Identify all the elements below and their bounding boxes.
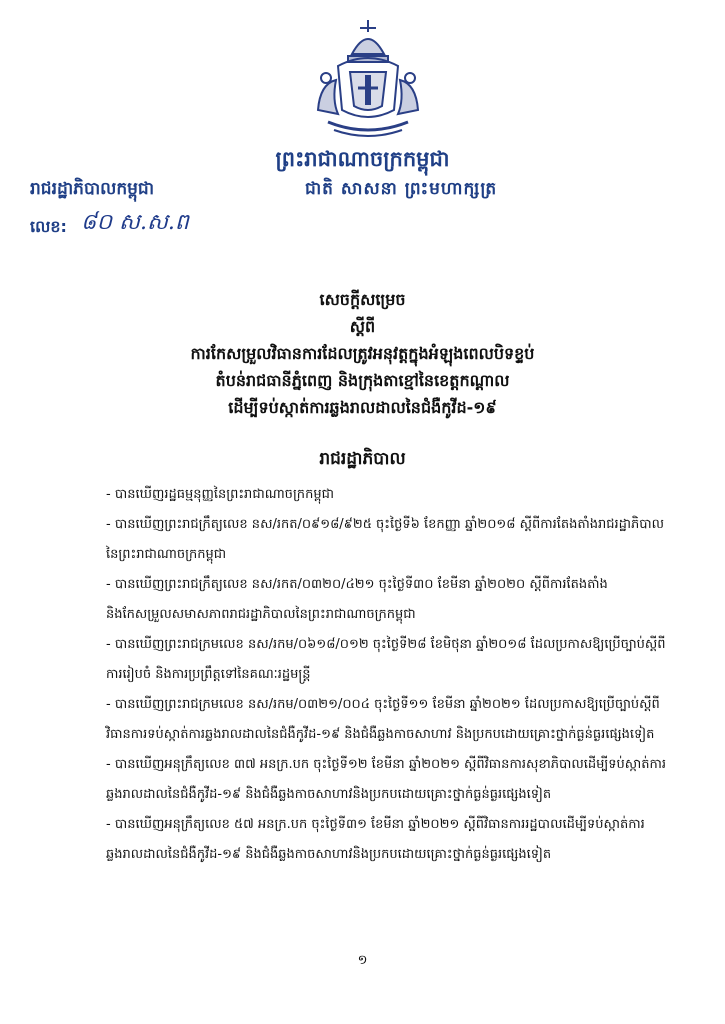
title-line-1: សេចក្តីសម្រេច <box>319 290 406 309</box>
kingdom-title: ព្រះរាជាណាចក្រកម្ពុជា <box>275 147 450 171</box>
number-label: លេខ: <box>30 217 67 236</box>
title-line-4: តំបន់រាជធានីភ្នំពេញ និងក្រុងតាខ្មៅនៃខេត្តកណ្តាល <box>215 371 510 390</box>
page-number: ១ <box>357 953 368 968</box>
list-item: - បានឃើញព្រះរាជក្រឹត្យលេខ នស/រកត/០៩១៨/៩២៥ ចុះថ្ងៃទី៦ ខែកញ្ញា ឆ្នាំ២០១៨ ស្តីពីការតែងតាំងរាជរដ្ឋាភិបាលនៃព្រះរាជាណាចក្រកម្ពុជា <box>106 517 664 562</box>
title-line-2: ស្តីពី <box>349 317 376 336</box>
list-item: - បានឃើញព្រះរាជក្រឹត្យលេខ នស/រកត/០៣២០/៤២១ ចុះថ្ងៃទី៣០ ខែមីនា ឆ្នាំ២០២០ ស្តីពីការតែងតាំង និងកែសម្រួលសមាសភាពរាជរដ្ឋាភិបាលនៃព្រះរាជាណាចក្រកម្ពុជា <box>106 577 608 622</box>
list-item: - បានឃើញព្រះរាជក្រមលេខ នស/រកម/០៣២១/០០៤ ចុះថ្ងៃទី១១ ខែមីនា ឆ្នាំ២០២១ ដែលប្រកាសឱ្យប្រើច្បាប់ស្តីពីវិធានការទប់ស្កាត់ការឆ្លងរាលដាលនៃជំងឺកូវីដ-១៩ និងជំងឺឆ្លងកាចសាហាវ និងប្រកបដោយគ្រោះថ្នាក់ធ្ងន់ធ្ងរផ្សេងទៀត <box>106 697 660 742</box>
recital-list <box>106 480 666 870</box>
title-line-3: ការកែសម្រួលវិធានការដែលត្រូវអនុវត្តក្នុងអំឡុងពេលបិទខ្ទប់ <box>190 344 535 363</box>
royal-emblem-icon <box>308 14 428 142</box>
list-item: - បានឃើញរដ្ឋធម្មនុញ្ញនៃព្រះរាជាណាចក្រកម្ពុជា <box>106 487 334 502</box>
document-title <box>0 286 725 421</box>
national-motto: ជាតិ សាសនា ព្រះមហាក្សត្រ <box>305 179 498 199</box>
list-item: - បានឃើញអនុក្រឹត្យលេខ ៥៧ អនក្រ.បក ចុះថ្ងៃទី៣១ ខែមីនា ឆ្នាំ២០២១ ស្តីពីវិធានការរដ្ឋបាលដើម្បីទប់ស្កាត់ការឆ្លងរាលដាលនៃជំងឺកូវីដ-១៩ និងជំងឺឆ្លងកាចសាហាវនិងប្រកបដោយគ្រោះថ្នាក់ធ្ងន់ធ្ងរផ្សេងទៀត <box>106 817 645 862</box>
list-item: - បានឃើញព្រះរាជក្រមលេខ នស/រកម/០៦១៨/០១២ ចុះថ្ងៃទី២៨ ខែមិថុនា ឆ្នាំ២០១៨ ដែលប្រកាសឱ្យប្រើច្បាប់ស្តីពីការរៀបចំ និងការប្រព្រឹត្តទៅនៃគណៈរដ្ឋមន្ត្រី <box>106 637 666 682</box>
number-value: ៨០ ស.ស.ព <box>80 210 189 235</box>
government-name: រាជរដ្ឋាភិបាលកម្ពុជា <box>30 179 155 199</box>
list-item: - បានឃើញអនុក្រឹត្យលេខ ៣៧ អនក្រ.បក ចុះថ្ងៃទី១២ ខែមីនា ឆ្នាំ២០២១ ស្តីពីវិធានការសុខាភិបាលដើម្បីទប់ស្កាត់ការឆ្លងរាលដាលនៃជំងឺកូវីដ-១៩ និងជំងឺឆ្លងកាចសាហាវនិងប្រកបដោយគ្រោះថ្នាក់ធ្ងន់ធ្ងរផ្សេងទៀត <box>106 757 666 802</box>
section-heading: រាជរដ្ឋាភិបាល <box>319 449 406 469</box>
document-number <box>30 208 189 240</box>
title-line-5: ដើម្បីទប់ស្កាត់ការឆ្លងរាលដាលនៃជំងឺកូវីដ-១៩ <box>228 398 497 417</box>
